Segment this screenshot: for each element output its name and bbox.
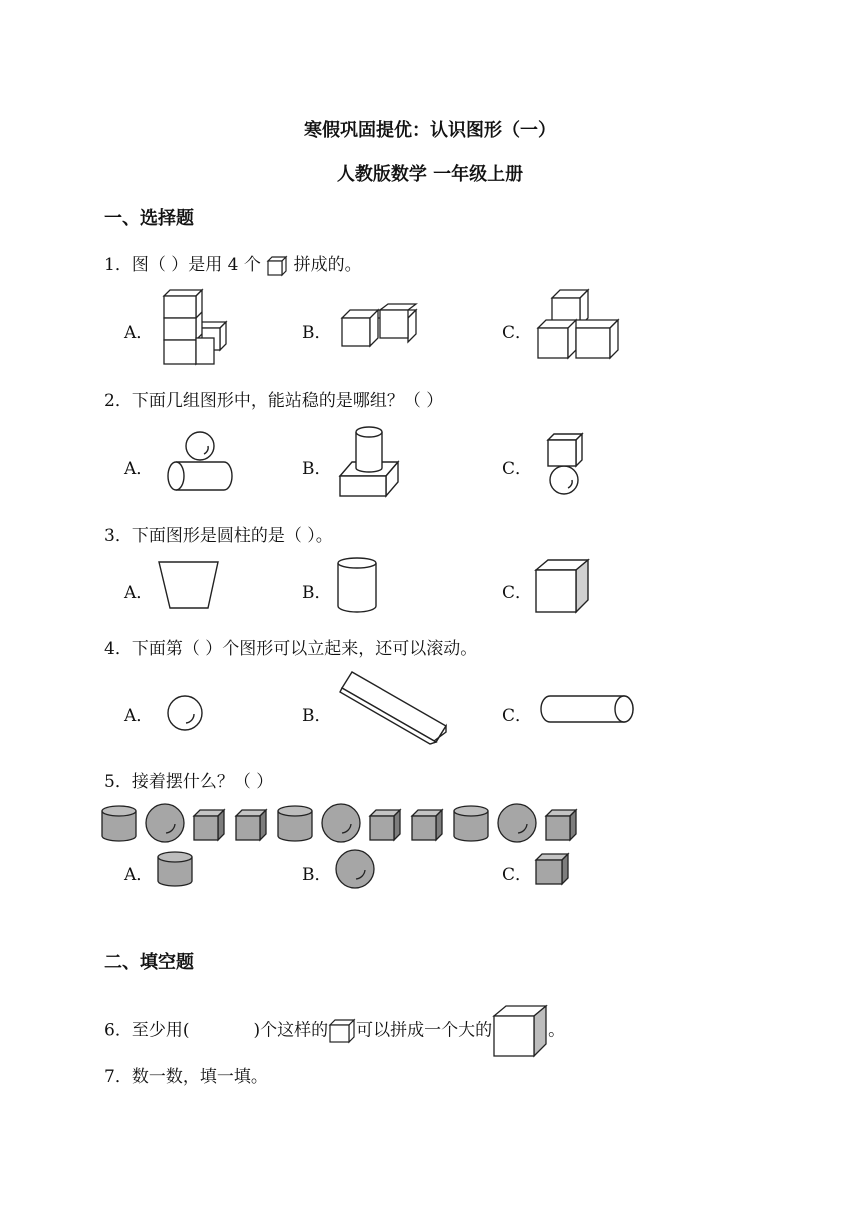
sequence-sphere-2 xyxy=(320,802,362,844)
question-1 xyxy=(104,250,362,277)
sequence-cube-2 xyxy=(234,808,268,842)
question-6-text-d: 。 xyxy=(548,1020,566,1041)
large-cube-icon xyxy=(492,1004,548,1058)
q5-option-a-label: A． xyxy=(124,865,154,885)
sequence-sphere-1 xyxy=(144,802,186,844)
q3-option-a-trapezoid xyxy=(158,560,220,610)
q1-option-a-label: A． xyxy=(124,323,154,343)
section-heading-fill-blank: 二、填空题 xyxy=(104,952,194,973)
sequence-cube-5 xyxy=(544,808,578,842)
small-cube-icon xyxy=(328,1018,356,1044)
q5-option-c-label: C． xyxy=(502,865,533,885)
q5-shape-sequence xyxy=(100,802,580,844)
q4-option-b-cuboid xyxy=(340,670,448,746)
question-6-text-b: )个这样的 xyxy=(253,1020,329,1041)
question-7: 7．数一数，填一填。 xyxy=(104,1067,268,1087)
q5-option-b-sphere xyxy=(334,848,376,890)
sequence-cylinder-2 xyxy=(276,804,314,842)
question-5: 5．接着摆什么？（ ） xyxy=(104,772,274,792)
sequence-cube-3 xyxy=(368,808,402,842)
q1-option-c-label: C． xyxy=(502,323,533,343)
q4-option-a-sphere xyxy=(166,694,204,732)
sequence-cube-1 xyxy=(192,808,226,842)
q3-option-b-cylinder xyxy=(336,556,378,614)
q2-option-b-label: B． xyxy=(302,459,332,479)
q2-option-c-label: C． xyxy=(502,459,533,479)
sequence-cylinder-1 xyxy=(100,804,138,842)
page-title: 寒假巩固提优：认识图形（一） xyxy=(304,120,556,141)
question-1-text-after: 拼成的。 xyxy=(293,255,362,275)
sequence-cube-4 xyxy=(410,808,444,842)
sequence-sphere-3 xyxy=(496,802,538,844)
section-heading-choice: 一、选择题 xyxy=(104,208,194,229)
page-subtitle: 人教版数学 一年级上册 xyxy=(336,164,524,185)
q1-option-a-cube-stack xyxy=(160,290,230,366)
question-1-text-before: 1．图（ ）是用 4 个 xyxy=(104,255,261,275)
q5-option-a-cylinder xyxy=(156,851,194,887)
q4-option-c-label: C． xyxy=(502,706,533,726)
q1-option-c-cube-pyramid xyxy=(536,290,622,360)
q4-option-c-lying-cylinder xyxy=(538,694,636,724)
q1-option-b-label: B． xyxy=(302,323,332,343)
q5-option-b-label: B． xyxy=(302,865,332,885)
q2-option-a-ball-on-cylinder xyxy=(166,428,236,492)
q2-option-b-cylinder-on-box xyxy=(338,424,402,498)
q4-option-a-label: A． xyxy=(124,706,154,726)
q3-option-b-label: B． xyxy=(302,583,332,603)
q2-option-a-label: A． xyxy=(124,459,154,479)
question-6 xyxy=(104,1004,565,1058)
q5-option-c-cube xyxy=(534,852,570,886)
question-6-text-a: 6．至少用( xyxy=(104,1020,190,1041)
q4-option-b-label: B． xyxy=(302,706,332,726)
q3-option-c-label: C． xyxy=(502,583,533,603)
question-3: 3．下面图形是圆柱的是（ ）。 xyxy=(104,526,333,546)
q1-option-b-cube-row xyxy=(340,304,420,350)
q3-option-a-label: A． xyxy=(124,583,154,603)
sequence-cylinder-3 xyxy=(452,804,490,842)
question-2: 2．下面几组图形中，能站稳的是哪组？（ ） xyxy=(104,391,444,411)
q3-option-c-cube xyxy=(534,558,590,614)
question-4: 4．下面第（ ）个图形可以立起来，还可以滚动。 xyxy=(104,639,478,659)
question-6-text-c: 可以拼成一个大的 xyxy=(356,1020,493,1041)
small-cube-icon xyxy=(266,255,288,277)
q2-option-c-cube-on-ball xyxy=(546,432,586,496)
